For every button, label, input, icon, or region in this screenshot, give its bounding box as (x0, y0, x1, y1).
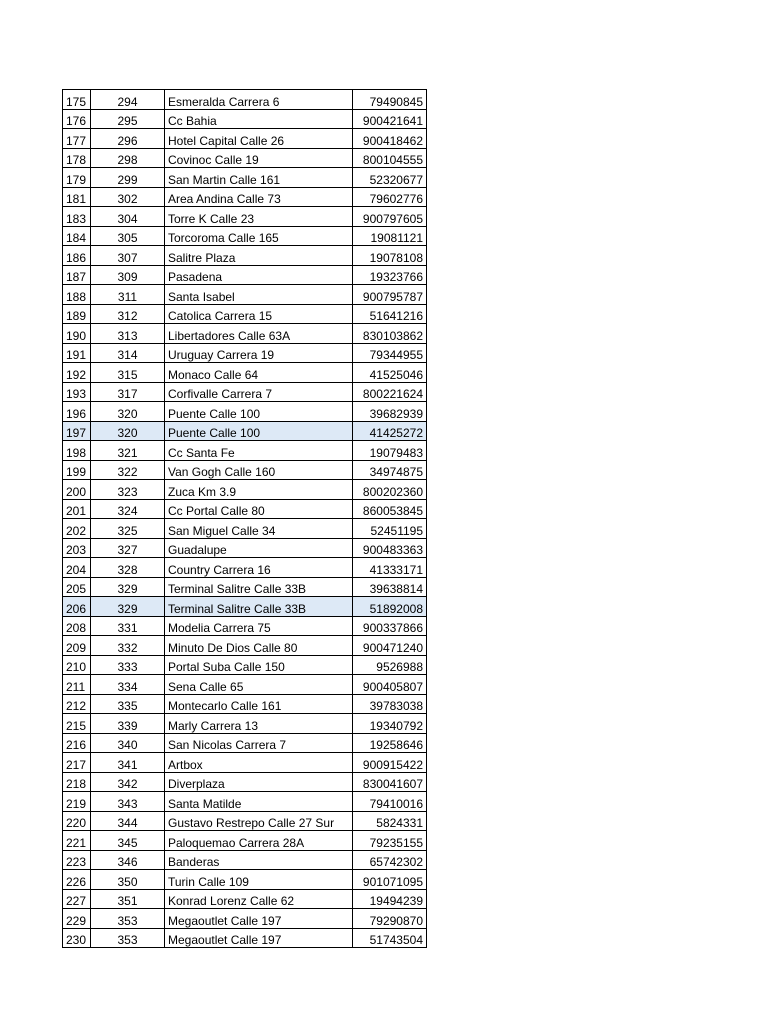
code-cell: 309 (91, 265, 165, 285)
location-name-cell: Turin Calle 109 (165, 870, 353, 890)
location-name-cell: Torcoroma Calle 165 (165, 226, 353, 246)
location-name-cell: San Nicolas Carrera 7 (165, 733, 353, 753)
table-row (63, 499, 427, 519)
table-row (63, 265, 427, 285)
location-name-cell: Corfivalle Carrera 7 (165, 382, 353, 402)
table-row (63, 187, 427, 207)
location-name-cell: Torre K Calle 23 (165, 207, 353, 227)
number-cell: 900405807 (353, 675, 427, 695)
row-id-cell: 218 (63, 772, 91, 792)
number-cell: 19078108 (353, 246, 427, 266)
row-id-cell: 196 (63, 402, 91, 422)
table-row (63, 304, 427, 324)
row-id-cell: 186 (63, 246, 91, 266)
number-cell: 51892008 (353, 597, 427, 617)
number-cell: 52320677 (353, 168, 427, 188)
table-row (63, 792, 427, 812)
number-cell: 39783038 (353, 694, 427, 714)
number-cell: 51743504 (353, 928, 427, 948)
code-cell: 350 (91, 870, 165, 890)
table-row (63, 714, 427, 734)
number-cell: 79602776 (353, 187, 427, 207)
table-row (63, 870, 427, 890)
location-name-cell: Diverplaza (165, 772, 353, 792)
row-id-cell: 211 (63, 675, 91, 695)
table-row (63, 382, 427, 402)
code-cell: 345 (91, 831, 165, 851)
number-cell: 79344955 (353, 343, 427, 363)
number-cell: 830103862 (353, 324, 427, 344)
table-row (63, 733, 427, 753)
table-row (63, 90, 427, 110)
table-row (63, 889, 427, 909)
location-name-cell: Cc Bahia (165, 109, 353, 129)
number-cell: 19079483 (353, 441, 427, 461)
table-row (63, 909, 427, 929)
number-cell: 900797605 (353, 207, 427, 227)
code-cell: 334 (91, 675, 165, 695)
code-cell: 313 (91, 324, 165, 344)
code-cell: 299 (91, 168, 165, 188)
number-cell: 800104555 (353, 148, 427, 168)
number-cell: 900471240 (353, 636, 427, 656)
number-cell: 79290870 (353, 909, 427, 929)
code-cell: 339 (91, 714, 165, 734)
row-id-cell: 177 (63, 129, 91, 149)
location-name-cell: Covinoc Calle 19 (165, 148, 353, 168)
row-id-cell: 206 (63, 597, 91, 617)
table-row (63, 363, 427, 383)
number-cell: 900421641 (353, 109, 427, 129)
code-cell: 353 (91, 928, 165, 948)
number-cell: 900337866 (353, 616, 427, 636)
code-cell: 298 (91, 148, 165, 168)
code-cell: 323 (91, 480, 165, 500)
location-name-cell: Libertadores Calle 63A (165, 324, 353, 344)
number-cell: 800202360 (353, 480, 427, 500)
code-cell: 340 (91, 733, 165, 753)
row-id-cell: 201 (63, 499, 91, 519)
table-row (63, 207, 427, 227)
location-name-cell: Cc Portal Calle 80 (165, 499, 353, 519)
row-id-cell: 223 (63, 850, 91, 870)
data-table (62, 89, 427, 948)
number-cell: 79235155 (353, 831, 427, 851)
code-cell: 302 (91, 187, 165, 207)
number-cell: 51641216 (353, 304, 427, 324)
table-row (63, 285, 427, 305)
table-row (63, 246, 427, 266)
number-cell: 41425272 (353, 421, 427, 441)
location-name-cell: Konrad Lorenz Calle 62 (165, 889, 353, 909)
location-name-cell: Area Andina Calle 73 (165, 187, 353, 207)
number-cell: 900483363 (353, 538, 427, 558)
row-id-cell: 178 (63, 148, 91, 168)
code-cell: 324 (91, 499, 165, 519)
code-cell: 346 (91, 850, 165, 870)
location-name-cell: Sena Calle 65 (165, 675, 353, 695)
code-cell: 335 (91, 694, 165, 714)
table-row (63, 343, 427, 363)
location-name-cell: Marly Carrera 13 (165, 714, 353, 734)
table-body (63, 90, 427, 948)
table-row (63, 577, 427, 597)
table-row (63, 441, 427, 461)
location-name-cell: Catolica Carrera 15 (165, 304, 353, 324)
row-id-cell: 189 (63, 304, 91, 324)
location-name-cell: Montecarlo Calle 161 (165, 694, 353, 714)
table-row (63, 850, 427, 870)
code-cell: 329 (91, 597, 165, 617)
table-row (63, 694, 427, 714)
row-id-cell: 176 (63, 109, 91, 129)
row-id-cell: 188 (63, 285, 91, 305)
code-cell: 296 (91, 129, 165, 149)
table-row (63, 324, 427, 344)
code-cell: 305 (91, 226, 165, 246)
number-cell: 39638814 (353, 577, 427, 597)
number-cell: 901071095 (353, 870, 427, 890)
table-row (63, 109, 427, 129)
number-cell: 19081121 (353, 226, 427, 246)
code-cell: 320 (91, 402, 165, 422)
code-cell: 329 (91, 577, 165, 597)
table-row (63, 421, 427, 441)
code-cell: 342 (91, 772, 165, 792)
number-cell: 830041607 (353, 772, 427, 792)
table-row (63, 538, 427, 558)
row-id-cell: 229 (63, 909, 91, 929)
row-id-cell: 230 (63, 928, 91, 948)
code-cell: 304 (91, 207, 165, 227)
location-name-cell: Cc Santa Fe (165, 441, 353, 461)
code-cell: 322 (91, 460, 165, 480)
location-name-cell: Zuca Km 3.9 (165, 480, 353, 500)
location-name-cell: Banderas (165, 850, 353, 870)
row-id-cell: 203 (63, 538, 91, 558)
table-row (63, 655, 427, 675)
number-cell: 900418462 (353, 129, 427, 149)
location-name-cell: Artbox (165, 753, 353, 773)
location-name-cell: Uruguay Carrera 19 (165, 343, 353, 363)
location-name-cell: San Martin Calle 161 (165, 168, 353, 188)
table-row (63, 168, 427, 188)
location-name-cell: Megaoutlet Calle 197 (165, 909, 353, 929)
row-id-cell: 220 (63, 811, 91, 831)
row-id-cell: 183 (63, 207, 91, 227)
number-cell: 41333171 (353, 558, 427, 578)
code-cell: 343 (91, 792, 165, 812)
location-name-cell: Terminal Salitre Calle 33B (165, 597, 353, 617)
code-cell: 333 (91, 655, 165, 675)
row-id-cell: 217 (63, 753, 91, 773)
location-name-cell: Esmeralda Carrera 6 (165, 90, 353, 110)
location-name-cell: Santa Isabel (165, 285, 353, 305)
code-cell: 317 (91, 382, 165, 402)
number-cell: 9526988 (353, 655, 427, 675)
table-row (63, 226, 427, 246)
row-id-cell: 209 (63, 636, 91, 656)
number-cell: 19494239 (353, 889, 427, 909)
location-name-cell: Paloquemao Carrera 28A (165, 831, 353, 851)
location-name-cell: Puente Calle 100 (165, 402, 353, 422)
row-id-cell: 197 (63, 421, 91, 441)
table-row (63, 831, 427, 851)
code-cell: 311 (91, 285, 165, 305)
table-row (63, 558, 427, 578)
code-cell: 344 (91, 811, 165, 831)
code-cell: 307 (91, 246, 165, 266)
number-cell: 900795787 (353, 285, 427, 305)
code-cell: 327 (91, 538, 165, 558)
location-name-cell: Megaoutlet Calle 197 (165, 928, 353, 948)
code-cell: 320 (91, 421, 165, 441)
location-name-cell: Country Carrera 16 (165, 558, 353, 578)
row-id-cell: 226 (63, 870, 91, 890)
row-id-cell: 227 (63, 889, 91, 909)
row-id-cell: 219 (63, 792, 91, 812)
row-id-cell: 199 (63, 460, 91, 480)
location-name-cell: Puente Calle 100 (165, 421, 353, 441)
code-cell: 328 (91, 558, 165, 578)
row-id-cell: 198 (63, 441, 91, 461)
row-id-cell: 216 (63, 733, 91, 753)
code-cell: 351 (91, 889, 165, 909)
location-name-cell: Gustavo Restrepo Calle 27 Sur (165, 811, 353, 831)
number-cell: 79490845 (353, 90, 427, 110)
row-id-cell: 202 (63, 519, 91, 539)
table-row (63, 597, 427, 617)
row-id-cell: 221 (63, 831, 91, 851)
number-cell: 79410016 (353, 792, 427, 812)
number-cell: 52451195 (353, 519, 427, 539)
table-row (63, 675, 427, 695)
number-cell: 19258646 (353, 733, 427, 753)
number-cell: 5824331 (353, 811, 427, 831)
table-row (63, 753, 427, 773)
code-cell: 341 (91, 753, 165, 773)
code-cell: 314 (91, 343, 165, 363)
table-row (63, 402, 427, 422)
table-row (63, 928, 427, 948)
table-row (63, 772, 427, 792)
location-name-cell: Terminal Salitre Calle 33B (165, 577, 353, 597)
table-row (63, 129, 427, 149)
number-cell: 65742302 (353, 850, 427, 870)
location-name-cell: Santa Matilde (165, 792, 353, 812)
row-id-cell: 215 (63, 714, 91, 734)
code-cell: 353 (91, 909, 165, 929)
row-id-cell: 175 (63, 90, 91, 110)
table-row (63, 460, 427, 480)
location-name-cell: Portal Suba Calle 150 (165, 655, 353, 675)
row-id-cell: 190 (63, 324, 91, 344)
row-id-cell: 181 (63, 187, 91, 207)
number-cell: 900915422 (353, 753, 427, 773)
location-name-cell: Monaco Calle 64 (165, 363, 353, 383)
location-name-cell: Hotel Capital Calle 26 (165, 129, 353, 149)
number-cell: 800221624 (353, 382, 427, 402)
code-cell: 332 (91, 636, 165, 656)
row-id-cell: 179 (63, 168, 91, 188)
row-id-cell: 184 (63, 226, 91, 246)
table-row (63, 616, 427, 636)
number-cell: 860053845 (353, 499, 427, 519)
row-id-cell: 191 (63, 343, 91, 363)
location-name-cell: Van Gogh Calle 160 (165, 460, 353, 480)
code-cell: 295 (91, 109, 165, 129)
row-id-cell: 210 (63, 655, 91, 675)
table-row (63, 636, 427, 656)
row-id-cell: 212 (63, 694, 91, 714)
location-name-cell: Salitre Plaza (165, 246, 353, 266)
table-row (63, 519, 427, 539)
number-cell: 34974875 (353, 460, 427, 480)
number-cell: 41525046 (353, 363, 427, 383)
table-row (63, 811, 427, 831)
number-cell: 19323766 (353, 265, 427, 285)
code-cell: 315 (91, 363, 165, 383)
code-cell: 321 (91, 441, 165, 461)
location-name-cell: Modelia Carrera 75 (165, 616, 353, 636)
row-id-cell: 187 (63, 265, 91, 285)
location-name-cell: Guadalupe (165, 538, 353, 558)
row-id-cell: 204 (63, 558, 91, 578)
row-id-cell: 193 (63, 382, 91, 402)
code-cell: 331 (91, 616, 165, 636)
location-name-cell: San Miguel Calle 34 (165, 519, 353, 539)
code-cell: 325 (91, 519, 165, 539)
row-id-cell: 200 (63, 480, 91, 500)
table-row (63, 148, 427, 168)
code-cell: 294 (91, 90, 165, 110)
row-id-cell: 205 (63, 577, 91, 597)
row-id-cell: 192 (63, 363, 91, 383)
location-name-cell: Pasadena (165, 265, 353, 285)
table-row (63, 480, 427, 500)
row-id-cell: 208 (63, 616, 91, 636)
number-cell: 39682939 (353, 402, 427, 422)
number-cell: 19340792 (353, 714, 427, 734)
location-name-cell: Minuto De Dios Calle 80 (165, 636, 353, 656)
code-cell: 312 (91, 304, 165, 324)
